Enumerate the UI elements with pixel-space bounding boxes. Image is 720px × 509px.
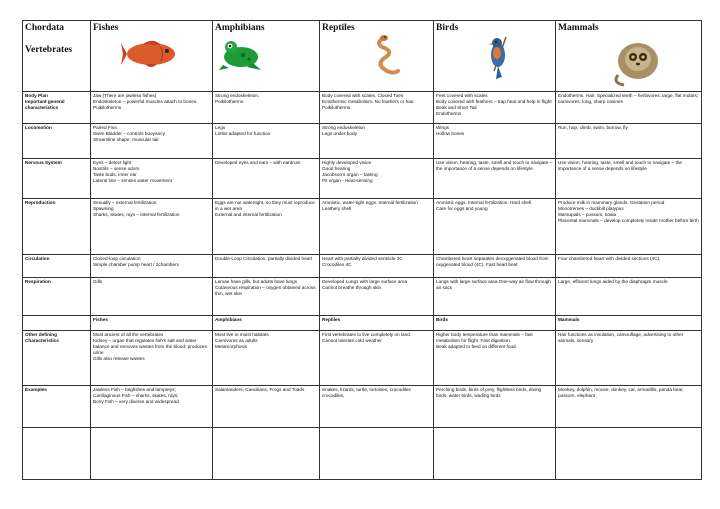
- examples-row: [23, 386, 702, 428]
- cell-fishes: [91, 330, 213, 385]
- cell-text: Endotherms. Hair. Specialized teeth – herbivores: large, flat molars; carnivores: long, sharp canines: [558, 92, 699, 104]
- cell-fishes: [91, 91, 213, 123]
- goldfish-illustration: [121, 37, 183, 71]
- row-label-cell: [23, 124, 91, 158]
- reproduction-row: [23, 199, 702, 254]
- cell-text: Metamorphosis: [215, 343, 248, 349]
- cell-birds: [434, 254, 556, 277]
- lemur-illustration: [610, 31, 666, 87]
- cell-text: Hollow bones: [436, 131, 465, 137]
- cell-text: Amniotic eggs. Internal fertilization. Hard shell: [436, 200, 532, 206]
- corner-subtitle: Vertebrates: [25, 45, 73, 56]
- cell-text: Snakes, lizards, turtle, tortoises, crocodiles crocodiles,: [322, 387, 411, 399]
- row-label-cell: [23, 316, 91, 331]
- cell-mammals: [556, 427, 702, 479]
- row-label-text: Nervous System: [25, 159, 62, 165]
- column-header-amphibians: [213, 21, 320, 92]
- cell-text: Sharks, skates, rays – internal fertilization: [93, 212, 180, 218]
- cell-mammals: [556, 124, 702, 158]
- blank-row: [23, 427, 702, 479]
- cell-fishes: [91, 277, 213, 316]
- cell-text: Jaw (There are jawless fishes): [93, 92, 157, 98]
- column-header-fishes: [91, 21, 213, 92]
- cell-text: Leathery shell: [322, 206, 352, 212]
- cell-text: Body covered with feathers – trap heat and help in flight: [436, 98, 552, 104]
- cell-text: Higher body temperature than mammals – fast metabolism for flight. Fast digestion.: [436, 331, 533, 343]
- cell-amphibians: [213, 254, 320, 277]
- frog-illustration: [217, 37, 263, 71]
- cell-text: Kidney – organ that regulates fish's salt and water balance and removes wastes from the blood; produces urine: [93, 337, 207, 355]
- cell-text: Nostrils – sense odors: [93, 165, 140, 171]
- body-plan-row: [23, 91, 702, 123]
- cell-text: Poikilotherms.: [322, 104, 352, 110]
- cell-birds: [434, 277, 556, 316]
- cell-text: Cannot tolerate cold weather: [322, 337, 382, 343]
- cell-text: Ectothermic metabolism. No feathers or hair.: [322, 98, 415, 104]
- column-header-birds: [434, 21, 556, 92]
- corner-title: Chordata: [25, 23, 65, 33]
- cell-amphibians: [213, 330, 320, 385]
- cell-text: Cannot breathe through skin: [322, 284, 382, 290]
- cell-amphibians: [213, 316, 320, 331]
- cell-text: Limbs adapted for function: [215, 131, 271, 137]
- cell-text: Perching birds, birds of prey, flightless birds, diving birds, water birds, wading birds: [436, 387, 542, 399]
- bird-illustration: [480, 33, 516, 81]
- cell-text: Spawning: [93, 206, 114, 212]
- cell-birds: [434, 91, 556, 123]
- cell-fishes: [91, 316, 213, 331]
- cell-text: Amphibians: [215, 317, 242, 323]
- cell-text: First vertebrates to live completely on land.: [322, 331, 412, 337]
- cell-text: External and internal fertilization: [215, 212, 282, 218]
- cell-text: Monkey, dolphin, mouse, donkey, cat, armadillo, panda bear, possum, elephant: [558, 387, 684, 399]
- column-title-reptiles: Reptiles: [322, 23, 355, 33]
- cell-fishes: [91, 199, 213, 254]
- cell-text: Cartilaginous Fish – sharks, skates, rays;: [93, 393, 179, 399]
- row-label-text: Respiration: [25, 278, 51, 284]
- cell-text: Poikilotherms.: [215, 98, 245, 104]
- cell-birds: [434, 330, 556, 385]
- cell-text: Most ancient of all the vertebrates: [93, 331, 164, 337]
- row-label-text: Locomotion: [25, 125, 52, 131]
- vertebrate-comparison-sheet: [22, 20, 701, 480]
- row-label-cell: [23, 158, 91, 199]
- cell-amphibians: [213, 277, 320, 316]
- cell-reptiles: [320, 199, 434, 254]
- column-title-mammals: Mammals: [558, 23, 599, 33]
- cell-fishes: [91, 427, 213, 479]
- cell-text: Strong endoskeleton: [322, 125, 366, 131]
- cell-text: Body covered with scales. Closed Toes: [322, 92, 404, 98]
- cell-text: Developed Lungs with large surface area: [322, 278, 408, 284]
- cell-text: Pit organ - Heat-sensing: [322, 177, 373, 183]
- row-label-cell: [23, 386, 91, 428]
- cell-reptiles: [320, 386, 434, 428]
- cell-text: Use vision, hearing, taste, smell and touch to navigate – the importance of a sense depends on lifestyle: [558, 159, 683, 171]
- row-label-cell: [23, 277, 91, 316]
- cell-text: Jawless Fish – hagfishes and lampreys;: [93, 387, 176, 393]
- cell-text: Swim Bladder – controls buoyancy: [93, 131, 165, 137]
- cell-text: Feet covered with scales: [436, 92, 488, 98]
- cell-text: Closed-loop circulation: [93, 255, 141, 261]
- cell-text: Placental mammals – develop completely inside mother before birth: [558, 218, 699, 224]
- cell-text: Large, efficient lungs aided by the diaphragm muscle: [558, 278, 668, 284]
- cell-text: Amniotic, water-tight eggs. Internal fertilization: [322, 200, 418, 206]
- cell-text: Wings: [436, 125, 450, 131]
- cell-text: Lungs with large surface area.One-way air flow through air sacs: [436, 278, 551, 290]
- cell-text: Gills also release wastes: [93, 355, 145, 361]
- cell-text: Paired Fins: [93, 125, 117, 131]
- cell-text: Hair functions as insulation, camouflage, advertising to other animals, sensory: [558, 331, 684, 343]
- cell-text: Crocodiles 4C: [322, 261, 352, 267]
- cell-text: Four chambered heart with divided sections (4C).: [558, 255, 661, 261]
- other-characteristics-row: [23, 330, 702, 385]
- cell-text: Endoskeleton – powerful muscles attach to bones. Poikilotherms: [93, 98, 198, 110]
- cell-birds: [434, 124, 556, 158]
- cell-text: Marsupials – possum, koala: [558, 212, 617, 218]
- cell-text: Legs under body: [322, 131, 357, 137]
- row-label-text: Important general characteristics: [25, 98, 65, 110]
- cell-text: Birds: [436, 317, 448, 323]
- cell-text: Good hearing: [322, 165, 351, 171]
- cell-text: Bony Fish – very diverse and widespread: [93, 399, 179, 405]
- cell-amphibians: [213, 158, 320, 199]
- repeat-header-row: [23, 316, 702, 331]
- nervous-system-row: [23, 158, 702, 199]
- cell-text: Gills: [93, 278, 103, 284]
- cell-fishes: [91, 254, 213, 277]
- cell-text: Produce milk in mammary glands. Gestation period: [558, 200, 665, 206]
- cell-text: Jacobson's organ – tasting: [322, 171, 378, 177]
- cell-text: Highly developed vision: [322, 159, 372, 165]
- row-label-cell: [23, 91, 91, 123]
- cell-amphibians: [213, 386, 320, 428]
- cell-text: Beak adapted to feed on different food.: [436, 343, 517, 349]
- corner-header-cell: [23, 21, 91, 92]
- cell-text: Eggs are not watertight, so they must reproduce in a wet area: [215, 200, 315, 212]
- cell-reptiles: [320, 91, 434, 123]
- cell-reptiles: [320, 427, 434, 479]
- cell-birds: [434, 158, 556, 199]
- cell-mammals: [556, 330, 702, 385]
- row-label-cell: [23, 199, 91, 254]
- cell-text: Developed eyes and ears – with eardrum: [215, 159, 301, 165]
- cell-text: Cutaneous respiration – oxygen obtained across thin, wet skin: [215, 284, 316, 296]
- cell-text: Carnivores as adults: [215, 337, 258, 343]
- cell-fishes: [91, 386, 213, 428]
- cell-reptiles: [320, 254, 434, 277]
- cell-text: Endotherms: [436, 110, 462, 116]
- cell-amphibians: [213, 91, 320, 123]
- cell-mammals: [556, 277, 702, 316]
- cell-text: Sexually – external fertilization: [93, 200, 157, 206]
- cell-fishes: [91, 124, 213, 158]
- column-title-amphibians: Amphibians: [215, 23, 265, 33]
- column-title-birds: Birds: [436, 23, 459, 33]
- cell-mammals: [556, 254, 702, 277]
- row-label-cell: [23, 330, 91, 385]
- cell-text: Fishes: [93, 317, 108, 323]
- locomotion-row: [23, 124, 702, 158]
- cell-text: Lateral line – senses water movement: [93, 177, 172, 183]
- cell-text: Salamanders, Caecilians, Frogs and Toads: [215, 387, 305, 393]
- column-header-reptiles: [320, 21, 434, 92]
- cell-text: Eyes – detect light: [93, 159, 132, 165]
- cell-text: Legs: [215, 125, 226, 131]
- cell-reptiles: [320, 316, 434, 331]
- column-header-mammals: [556, 21, 702, 92]
- cell-text: Strong endoskeleton.: [215, 92, 260, 98]
- cell-text: Care for eggs and young: [436, 206, 488, 212]
- cell-mammals: [556, 316, 702, 331]
- cell-text: Use vision, hearing, taste, smell and touch to navigate – the importance of a sense depends on lifestyle: [436, 159, 553, 171]
- snake-illustration: [374, 33, 404, 81]
- cell-amphibians: [213, 427, 320, 479]
- respiration-row: [23, 277, 702, 316]
- row-label-text: Circulation: [25, 255, 50, 261]
- cell-birds: [434, 316, 556, 331]
- cell-mammals: [556, 199, 702, 254]
- cell-mammals: [556, 91, 702, 123]
- cell-mammals: [556, 158, 702, 199]
- row-label-text: Other defining Characteristics: [25, 331, 59, 343]
- row-label-text: Examples: [25, 387, 47, 393]
- row-label-cell: [23, 254, 91, 277]
- cell-text: Run, hop, climb, swim, burrow, fly: [558, 125, 628, 131]
- cell-text: Beak and Short Tail: [436, 104, 477, 110]
- cell-text: Mammals: [558, 317, 580, 323]
- cell-text: Streamline shape; muscular tail: [93, 137, 159, 143]
- cell-text: Reptiles: [322, 317, 341, 323]
- cell-text: Most live in moist habitats: [215, 331, 269, 337]
- cell-amphibians: [213, 124, 320, 158]
- cell-text: Simple chamber pump heart / 2chambers: [93, 261, 179, 267]
- comparison-table: [22, 20, 702, 480]
- cell-text: Monotremes – duckbill platypus: [558, 206, 624, 212]
- cell-birds: [434, 386, 556, 428]
- row-label-text: Body Plan: [25, 92, 48, 98]
- circulation-row: [23, 254, 702, 277]
- cell-text: Taste buds, inner ear: [93, 171, 137, 177]
- cell-text: Double-Loop Circulation, partially divided heart: [215, 255, 313, 261]
- cell-reptiles: [320, 158, 434, 199]
- cell-text: Chambered heart separates deoxygenated blood from oxygenated blood (4C). Fast heart beat: [436, 255, 549, 267]
- cell-text: Heart with partially divided ventricle 3C: [322, 255, 403, 261]
- row-label-text: Reproduction: [25, 200, 56, 206]
- cell-mammals: [556, 386, 702, 428]
- cell-birds: [434, 427, 556, 479]
- column-title-fishes: Fishes: [93, 23, 119, 33]
- cell-birds: [434, 199, 556, 254]
- cell-amphibians: [213, 199, 320, 254]
- cell-reptiles: [320, 330, 434, 385]
- cell-reptiles: [320, 124, 434, 158]
- header-row: [23, 21, 702, 92]
- cell-text: Larvae have gills, but adults have lungs: [215, 278, 298, 284]
- cell-fishes: [91, 158, 213, 199]
- cell-reptiles: [320, 277, 434, 316]
- row-label-cell: [23, 427, 91, 479]
